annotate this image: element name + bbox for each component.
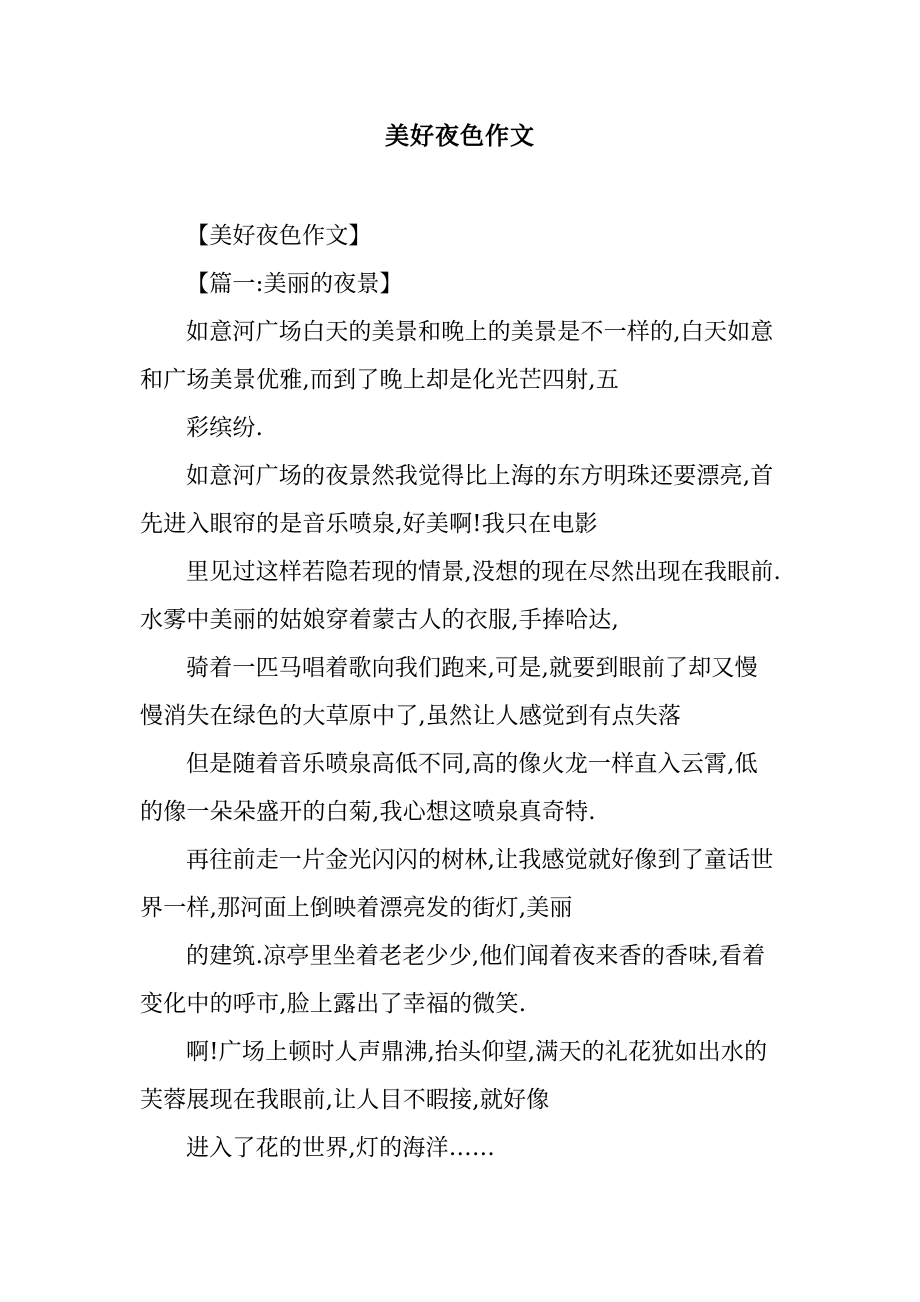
paragraph-3 xyxy=(140,452,790,548)
paragraph-9 xyxy=(140,1028,790,1124)
paragraph-line: 水雾中美丽的姑娘穿着蒙古人的衣服,手捧哈达, xyxy=(140,607,620,633)
section-heading: 【篇一:美丽的夜景】 xyxy=(186,271,403,297)
paragraph-line: 进入了花的世界,灯的海洋…… xyxy=(186,1135,496,1161)
paragraph-line: 慢消失在绿色的大草原中了,虽然让人感觉到有点失落 xyxy=(140,703,682,729)
paragraph-line: 和广场美景优雅,而到了晚上却是化光芒四射,五 xyxy=(140,367,620,393)
paragraph-line: 啊!广场上顿时人声鼎沸,抬头仰望,满天的礼花犹如出水的 xyxy=(186,1039,768,1065)
paragraph-line: 如意河广场白天的美景和晚上的美景是不一样的,白天如意 xyxy=(186,319,774,345)
paragraph-line: 先进入眼帘的是音乐喷泉,好美啊!我只在电影 xyxy=(140,511,598,537)
paragraph-line: 界一样,那河面上倒映着漂亮发的街灯,美丽 xyxy=(140,895,573,921)
paragraph-4 xyxy=(140,548,790,644)
heading-bracket: 【美好夜色作文】 xyxy=(186,223,372,249)
paragraph-10 xyxy=(140,1124,790,1172)
paragraph-line: 的像一朵朵盛开的白菊,我心想这喷泉真奇特. xyxy=(140,799,596,825)
paragraph-line: 再往前走一片金光闪闪的树林,让我感觉就好像到了童话世 xyxy=(186,847,774,873)
paragraph-line: 骑着一匹马唱着歌向我们跑来,可是,就要到眼前了却又慢 xyxy=(186,655,758,681)
paragraph-6 xyxy=(140,740,790,836)
paragraph-8 xyxy=(140,932,790,1028)
paragraph-line: 如意河广场的夜景然我觉得比上海的东方明珠还要漂亮,首 xyxy=(186,463,774,489)
paragraph-line: 里见过这样若隐若现的情景,没想的现在尽然出现在我眼前. xyxy=(186,559,782,585)
paragraph-5 xyxy=(140,644,790,740)
paragraph-line: 彩缤纷. xyxy=(186,415,264,441)
paragraph-line: 芙蓉展现在我眼前,让人目不暇接,就好像 xyxy=(140,1087,550,1113)
paragraph-line: 的建筑.凉亭里坐着老老少少,他们闻着夜来香的香味,看着 xyxy=(186,943,766,969)
paragraph-2 xyxy=(140,404,790,452)
paragraph-7 xyxy=(140,836,790,932)
paragraph-line: 变化中的呼市,脸上露出了幸福的微笑. xyxy=(140,991,527,1017)
document-title: 美好夜色作文 xyxy=(385,121,535,150)
paragraph-line: 但是随着音乐喷泉高低不同,高的像火龙一样直入云霄,低 xyxy=(186,751,758,777)
paragraph-1 xyxy=(140,308,790,404)
